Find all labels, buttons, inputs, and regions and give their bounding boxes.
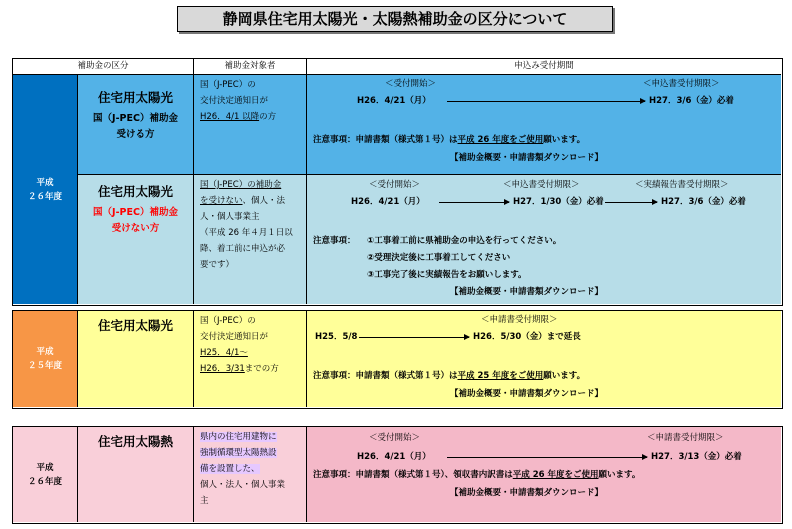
note-2: ②受理決定後に工事着工してください [367, 253, 511, 263]
download-link[interactable]: 【補助金概要・申請書類ダウンロード】 [450, 287, 604, 297]
category-solar-with-jpec: 住宅用太陽光 国（J-PEC）補助金 受ける方 [77, 74, 193, 174]
download-link[interactable]: 【補助金概要・申請書類ダウンロード】 [450, 389, 604, 399]
end-date: H27．3/13（金）必着 [651, 452, 742, 462]
category-solar-h25: 住宅用太陽光 [77, 311, 193, 407]
download-link[interactable]: 【補助金概要・申請書類ダウンロード】 [450, 153, 604, 163]
deadline-label: ＜申込書受付期限＞ [643, 79, 720, 89]
category-solar-without-jpec: 住宅用太陽光 国（J-PEC）補助金 受けない方 [77, 174, 193, 304]
period-solar-without-jpec [306, 174, 781, 304]
target-solar-h25: 国（J-PEC）の 交付決定通知日が H25．4/1～ H26．3/31までの方 [193, 311, 306, 407]
report-date: H27．3/6（金）必着 [661, 197, 746, 207]
target-heat: 県内の住宅用建物に 強制循環型太陽熱設 備を設置した、 個人・法人・個人事業 主 [193, 427, 306, 522]
start-date: H26．4/21（月） [351, 197, 425, 207]
h26-solar-table [12, 58, 783, 306]
h25-solar-table [12, 310, 783, 409]
report-deadline-label: ＜実績報告書受付期限＞ [635, 180, 729, 190]
period-arrow [447, 457, 647, 458]
period-arrow [447, 101, 645, 102]
period-solar-with-jpec [306, 74, 781, 174]
year-label-h26-heat: 平成 ２６年度 [13, 427, 77, 522]
deadline-label: ＜申請書受付期限＞ [647, 433, 724, 443]
year-label-h26: 平成 ２６年度 [13, 74, 77, 304]
page-title: 静岡県住宅用太陽光・太陽熱補助金の区分について [177, 6, 613, 32]
h26-heat-table [12, 426, 783, 524]
deadline-label: ＜申請書受付期限＞ [481, 315, 558, 325]
start-date: H26．4/21（月） [357, 96, 431, 106]
category-heat: 住宅用太陽熱 [77, 427, 193, 522]
start-date: H26．4/21（月） [357, 452, 431, 462]
header-category: 補助金の区分 [13, 59, 193, 74]
note-1: ①工事着工前に県補助金の申込を行ってください。 [367, 236, 562, 246]
period-arrow [359, 337, 469, 338]
period-heat [306, 427, 781, 522]
year-label-h25: 平成 ２５年度 [13, 311, 77, 407]
start-label: ＜受付開始＞ [369, 433, 421, 443]
download-link[interactable]: 【補助金概要・申請書類ダウンロード】 [450, 488, 604, 498]
start-label: ＜受付開始＞ [369, 180, 421, 190]
end-date: H27．3/6（金）必着 [649, 96, 734, 106]
target-solar-without-jpec: 国（J-PEC）の補助金 を受けない、個人・法 人・個人事業主 （平成 26 年４月１日以 降、着工前に申込が必 要です） [193, 174, 306, 304]
start-label: ＜受付開始＞ [385, 79, 437, 89]
note: 注意事項：申請書類（様式第１号）は平成 26 年度をご使用願います。 [313, 135, 586, 145]
header-target: 補助金対象者 [193, 59, 306, 74]
note-3: ③工事完了後に実績報告をお願いします。 [367, 270, 527, 280]
period-arrow-2 [605, 202, 657, 203]
period-solar-h25 [306, 311, 781, 407]
note: 注意事項：申請書類（様式第１号）、領収書内訳書は平成 26 年度をご使用願います。 [313, 470, 641, 480]
header-period: 申込み受付期間 [306, 59, 781, 74]
note-prefix: 注意事項： [313, 236, 356, 246]
end-date: H26．5/30（金）まで延長 [473, 332, 581, 342]
period-arrow-1 [439, 202, 509, 203]
start-date: H25．5/8 [315, 332, 358, 342]
note: 注意事項：申請書類（様式第１号）は平成 25 年度をご使用願います。 [313, 371, 586, 381]
target-solar-with-jpec: 国（J-PEC）の 交付決定通知日が H26．4/1 以降の方 [193, 74, 306, 174]
apply-deadline-label: ＜申込書受付期限＞ [503, 180, 580, 190]
apply-date: H27．1/30（金）必着 [513, 197, 604, 207]
